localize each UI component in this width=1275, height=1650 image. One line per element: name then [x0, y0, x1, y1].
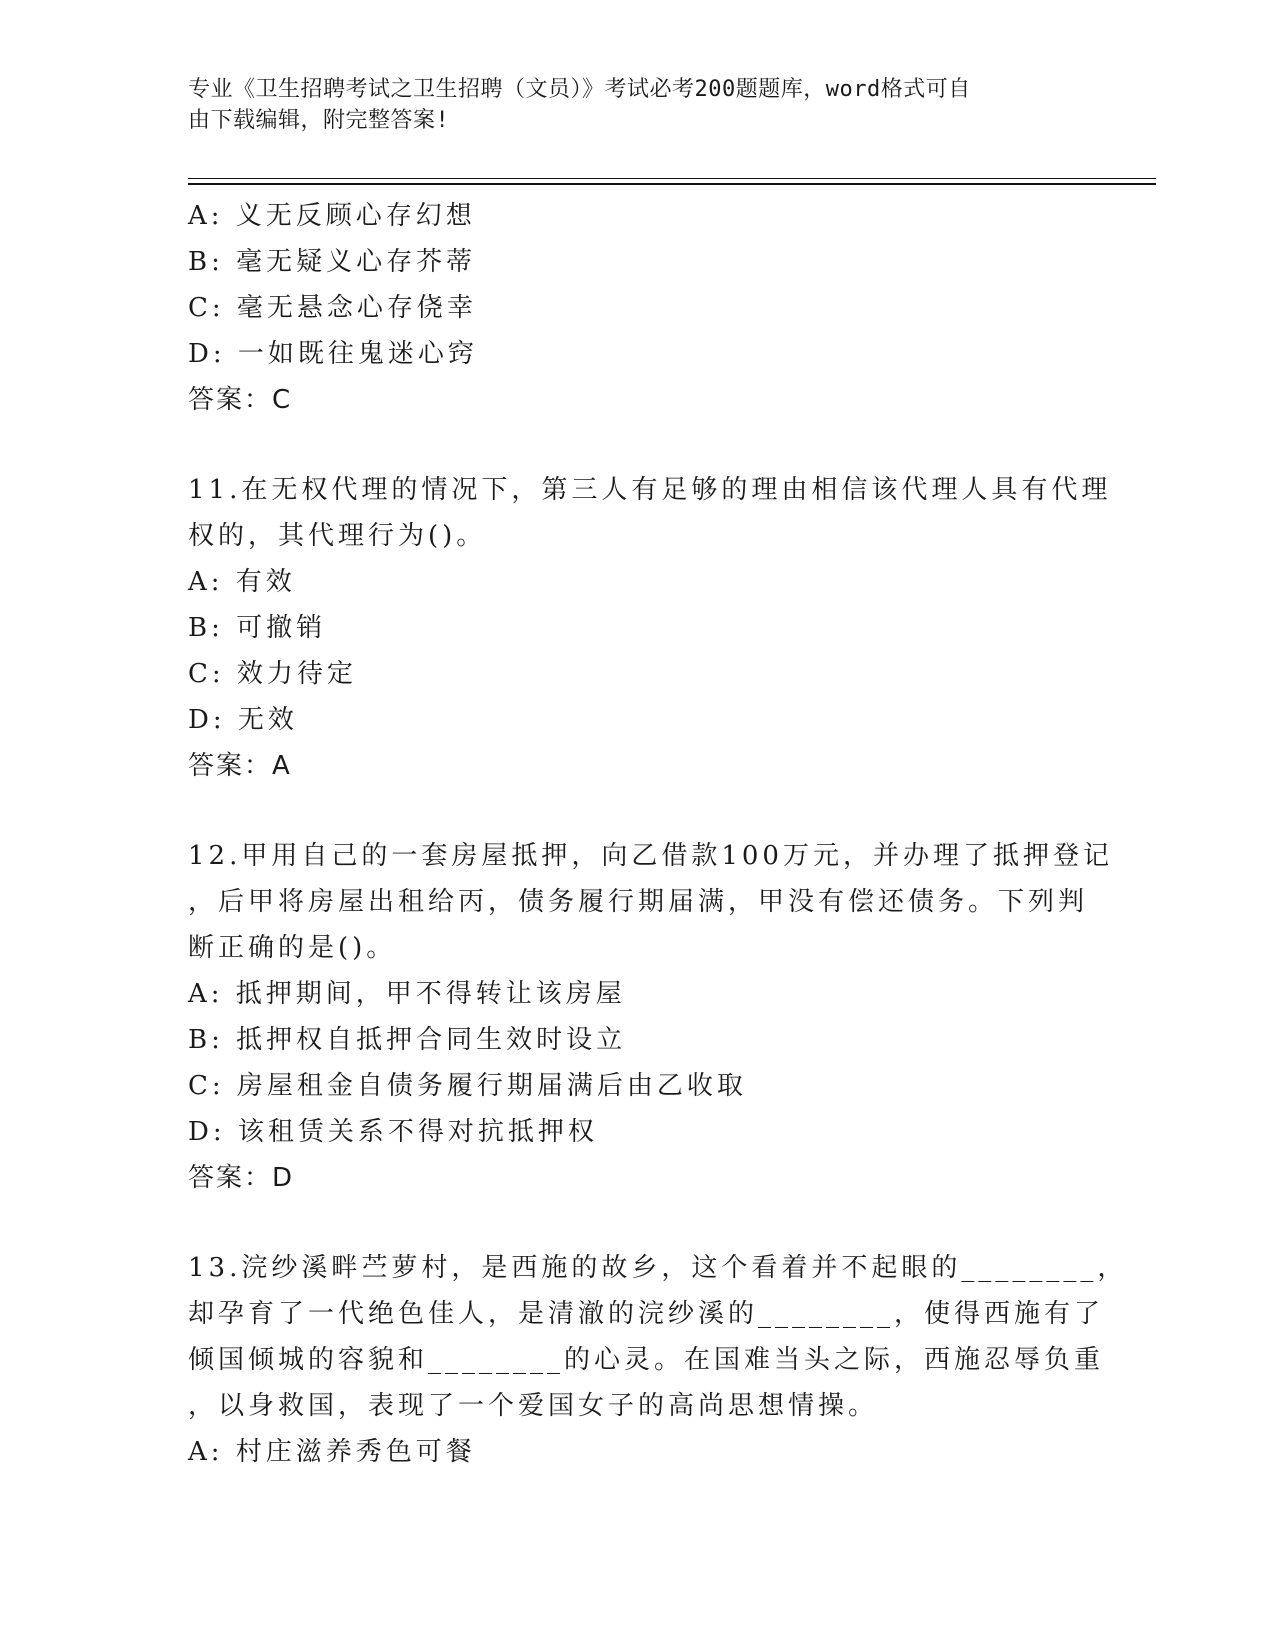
question-stem-line: 权的，其代理行为()。: [188, 521, 487, 551]
option-a: A: 抵押期间，甲不得转让该房屋: [188, 979, 626, 1009]
header-line-2: 由下载编辑，附完整答案!: [188, 108, 450, 133]
question-13: [188, 1245, 1128, 1475]
option-c: C: 房屋租金自债务履行期届满后由乙收取: [188, 1071, 747, 1101]
answer-label: 答案：A: [188, 751, 292, 781]
option-c: C: 毫无悬念心存侥幸: [188, 293, 477, 323]
option-b: B: 抵押权自抵押合同生效时设立: [188, 1025, 627, 1055]
header-divider-thin: [188, 178, 1156, 179]
question-stem-line: ，后甲将房屋出租给丙，债务履行期届满，甲没有偿还债务。下列判: [188, 887, 1089, 917]
option-d: D: 该租赁关系不得对抗抵押权: [188, 1117, 598, 1147]
question-stem-line: 断正确的是()。: [188, 933, 397, 963]
option-a: A: 有效: [188, 567, 296, 597]
question-list: [188, 193, 1128, 1475]
option-c: C: 效力待定: [188, 659, 357, 689]
question-stem-line: ，以身救国，表现了一个爱国女子的高尚思想情操。: [188, 1391, 879, 1421]
document-header: [188, 74, 1088, 136]
answer-label: 答案：D: [188, 1163, 295, 1193]
answer-label: 答案：C: [188, 385, 293, 415]
header-line-1: 专业《卫生招聘考试之卫生招聘（文员）》考试必考200题题库，word格式可自: [188, 77, 971, 102]
option-d: D: 一如既往鬼迷心窍: [188, 339, 478, 369]
question-stem-line: 11.在无权代理的情况下，第三人有足够的理由相信该代理人具有代理: [188, 475, 1112, 505]
question-stem-line: 13.浣纱溪畔苎萝村，是西施的故乡，这个看着并不起眼的________，: [188, 1253, 1128, 1283]
option-a: A: 村庄滋养秀色可餐: [188, 1437, 476, 1467]
question-stem-line: 12.甲用自己的一套房屋抵押，向乙借款100万元，并办理了抵押登记: [188, 841, 1113, 871]
question-stem-line: 倾国倾城的容貌和________的心灵。在国难当头之际，西施忍辱负重: [188, 1345, 1105, 1375]
option-a: A: 义无反顾心存幻想: [188, 201, 476, 231]
question-12: [188, 833, 1113, 1201]
question-prev: [188, 193, 1088, 423]
option-d: D: 无效: [188, 705, 298, 735]
question-11: [188, 467, 1112, 789]
question-stem-line: 却孕育了一代绝色佳人，是清澈的浣纱溪的________，使得西施有了: [188, 1299, 1105, 1329]
option-b: B: 毫无疑义心存芥蒂: [188, 247, 477, 277]
option-b: B: 可撤销: [188, 613, 327, 643]
header-divider-thick: [188, 183, 1156, 185]
